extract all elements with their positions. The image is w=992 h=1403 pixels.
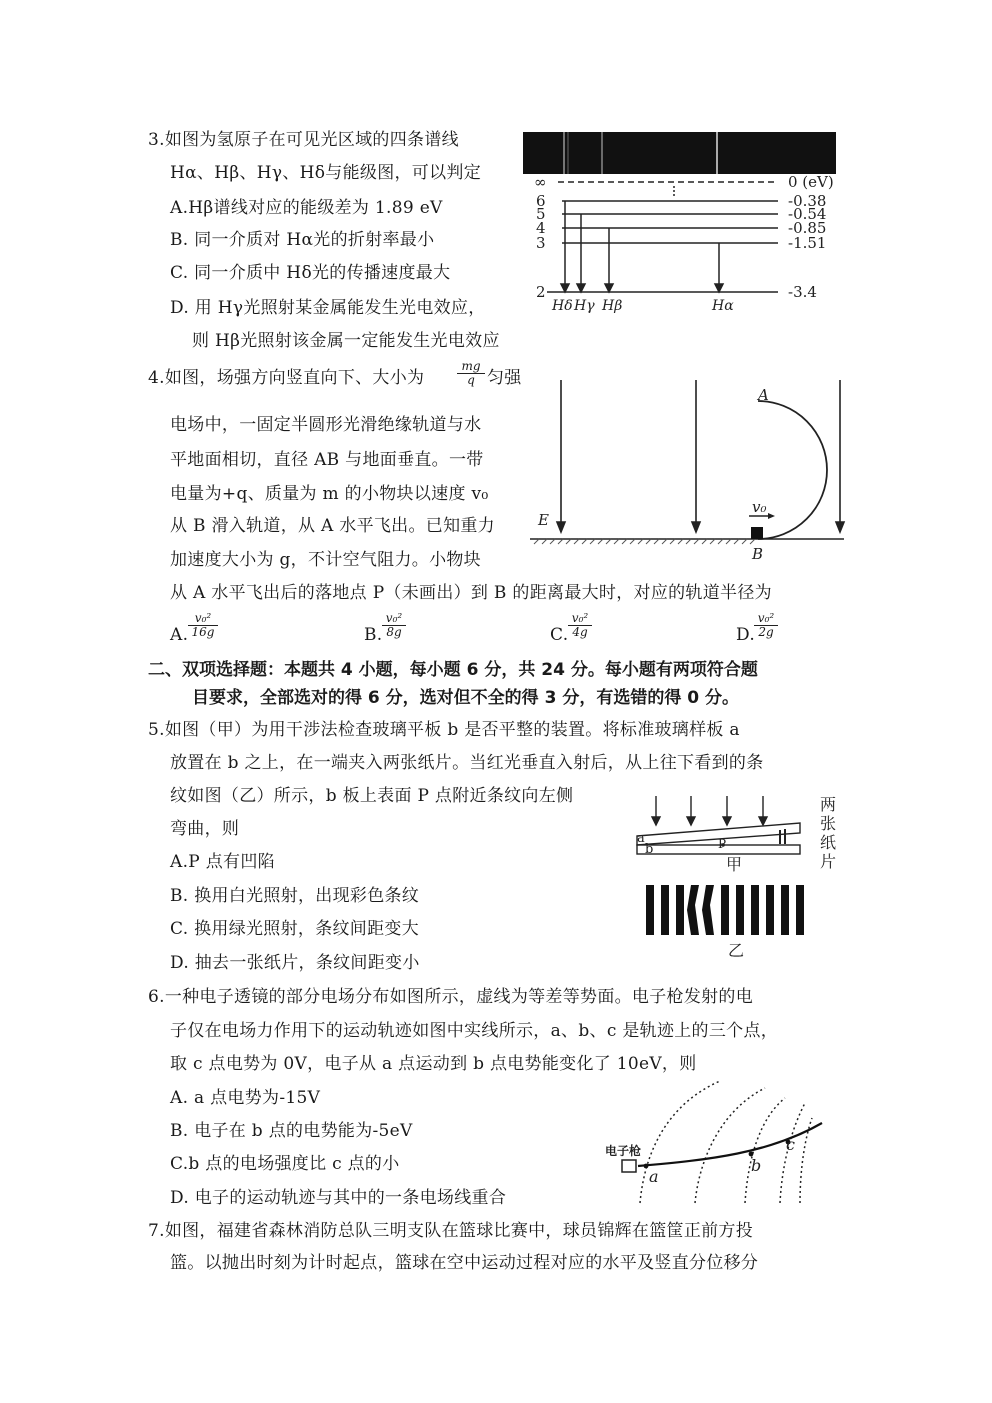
- svg-text:2: 2: [536, 283, 546, 301]
- q3-stem-line1: 3.如图为氢原子在可见光区域的四条谱线: [148, 130, 459, 150]
- q4-option-b-fraction: $\frac{\text{v₀²}}{8g}$: [382, 612, 406, 639]
- q4-option-c-fraction: $\frac{\text{v₀²}}{4g}$: [568, 612, 592, 639]
- q4-track-figure: [528, 370, 848, 565]
- q3-stem-line2: Hα、Hβ、Hγ、Hδ与能级图，可以判定: [170, 163, 482, 183]
- energy-label-inf: 0 (eV): [788, 173, 834, 191]
- q5-stem-line1: 5.如图（甲）为用干涉法检查玻璃平板 b 是否平整的装置。将标准玻璃样板 a: [148, 720, 740, 740]
- label-A: A: [758, 386, 769, 404]
- q6-stem-line1: 6.一种电子透镜的部分电场分布如图所示，虚线为等差等势面。电子枪发射的电: [148, 987, 754, 1007]
- label-a: a: [637, 831, 645, 846]
- q5-option-b: B. 换用白光照射，出现彩色条纹: [170, 886, 420, 906]
- section2-heading-line1: 二、双项选择题：本题共 4 小题，每小题 6 分，共 24 分。每小题有两项符合题: [148, 660, 758, 680]
- small-block: [751, 527, 763, 539]
- q7-stem-line2: 篮。以抛出时刻为计时起点，篮球在空中运动过程对应的水平及竖直分位移分: [170, 1253, 759, 1273]
- q3-option-c: C. 同一介质中 Hδ光的传播速度最大: [170, 263, 451, 283]
- q4-option-a-fraction: $\frac{\text{v₀²}}{16g}$: [188, 612, 218, 639]
- label-E: E: [538, 511, 549, 529]
- q6-option-b: B. 电子在 b 点的电势能为-5eV: [170, 1121, 413, 1141]
- svg-text:-3.4: -3.4: [788, 283, 817, 301]
- q4-option-c-label: C.: [550, 625, 569, 645]
- label-b: b: [645, 842, 654, 857]
- q3-energy-level-figure: [520, 130, 850, 320]
- section2-heading-line2: 目要求，全部选对的得 6 分，选对但不全的得 3 分，有选错的得 0 分。: [192, 688, 739, 708]
- svg-text:-1.51: -1.51: [788, 234, 827, 252]
- q4-stem-line1: 4.如图，场强方向竖直向下、大小为: [148, 368, 425, 388]
- q7-stem-line1: 7.如图，福建省森林消防总队三明支队在篮球比赛中，球员锦辉在篮筐正前方投: [148, 1221, 754, 1241]
- q4-stem-line6: 加速度大小为 g，不计空气阻力。小物块: [170, 550, 481, 570]
- label-electron-gun: 电子枪: [605, 1144, 642, 1158]
- label-c: c: [786, 1135, 795, 1154]
- q3-option-b: B. 同一介质对 Hα光的折射率最小: [170, 230, 435, 250]
- label-P: P: [718, 837, 727, 851]
- q4-option-d-fraction: $\frac{\text{v₀²}}{2g}$: [754, 612, 778, 639]
- q5-interference-figure: [630, 790, 845, 965]
- label-jia: 甲: [726, 855, 743, 874]
- svg-text:5: 5: [536, 205, 546, 223]
- q5-option-d: D. 抽去一张纸片，条纹间距变小: [170, 953, 420, 973]
- q3-option-a: A.Hβ谱线对应的能级差为 1.89 eV: [170, 198, 443, 218]
- svg-text:-0.38: -0.38: [788, 192, 827, 210]
- q3-option-d-line2: 则 Hβ光照射该金属一定能发生光电效应: [192, 331, 500, 351]
- q5-stem-line2: 放置在 b 之上，在一端夹入两张纸片。当红光垂直入射后，从上往下看到的条: [170, 753, 764, 773]
- svg-text:两: 两: [820, 795, 837, 814]
- label-B: B: [752, 545, 764, 563]
- interference-fringes: [646, 885, 804, 935]
- q5-option-c: C. 换用绿光照射，条纹间距变大: [170, 919, 420, 939]
- svg-text:张: 张: [820, 814, 837, 833]
- line-label-hdelta: Hδ: [552, 298, 573, 314]
- svg-text:-0.85: -0.85: [788, 219, 827, 237]
- label-v0: v₀: [752, 498, 767, 516]
- q4-stem-line5: 从 B 滑入轨道，从 A 水平飞出。已知重力: [170, 516, 495, 536]
- q6-option-a: A. a 点电势为-15V: [170, 1088, 321, 1108]
- svg-text:纸: 纸: [820, 833, 837, 852]
- q6-stem-line2: 子仅在电场力作用下的运动轨迹如图中实线所示，a、b、c 是轨迹上的三个点，: [170, 1021, 779, 1041]
- level-label-inf: ∞: [534, 173, 547, 191]
- label-b: b: [751, 1156, 762, 1175]
- q4-stem-line3: 平地面相切，直径 AB 与地面垂直。一带: [170, 450, 484, 470]
- q5-stem-line4: 弯曲，则: [170, 819, 240, 839]
- q4-stem-line7: 从 A 水平飞出后的落地点 P（未画出）到 B 的距离最大时，对应的轨道半径为: [170, 583, 772, 603]
- q4-option-d-label: D.: [736, 625, 756, 645]
- q6-option-c: C.b 点的电场强度比 c 点的小: [170, 1154, 400, 1174]
- svg-text:3: 3: [536, 234, 546, 252]
- line-label-hbeta: Hβ: [602, 298, 623, 314]
- spectrum-band: [523, 132, 836, 174]
- q4-field-fraction: $\frac{mg}{q}$: [457, 360, 485, 387]
- line-label-hgamma: Hγ: [574, 298, 595, 314]
- q4-stem-line2: 电场中，一固定半圆形光滑绝缘轨道与水: [170, 415, 482, 435]
- q4-option-b-label: B.: [364, 625, 383, 645]
- svg-text:6: 6: [536, 192, 546, 210]
- label-a: a: [649, 1167, 659, 1186]
- q4-option-a-label: A.: [170, 625, 189, 645]
- svg-text:-0.54: -0.54: [788, 205, 827, 223]
- q3-option-d-line1: D. 用 Hγ光照射某金属能发生光电效应，: [170, 298, 486, 318]
- point-a: [644, 1164, 649, 1169]
- q6-stem-line3: 取 c 点电势为 0V，电子从 a 点运动到 b 点电势能变化了 10eV，则: [170, 1054, 697, 1074]
- label-yi: 乙: [728, 941, 745, 960]
- q4-stem-line1b: 匀强: [487, 368, 522, 388]
- line-label-halpha: Hα: [712, 298, 734, 314]
- q4-stem-line4: 电量为+q、质量为 m 的小物块以速度 v₀: [170, 484, 489, 504]
- electron-gun: [622, 1160, 636, 1172]
- q5-option-a: A.P 点有凹陷: [170, 852, 275, 872]
- svg-text:4: 4: [536, 219, 546, 237]
- q6-electron-lens-figure: [600, 1078, 835, 1208]
- q6-option-d: D. 电子的运动轨迹与其中的一条电场线重合: [170, 1188, 507, 1208]
- q5-stem-line3: 纹如图（乙）所示，b 板上表面 P 点附近条纹向左侧: [170, 786, 574, 806]
- svg-text:片: 片: [820, 852, 837, 871]
